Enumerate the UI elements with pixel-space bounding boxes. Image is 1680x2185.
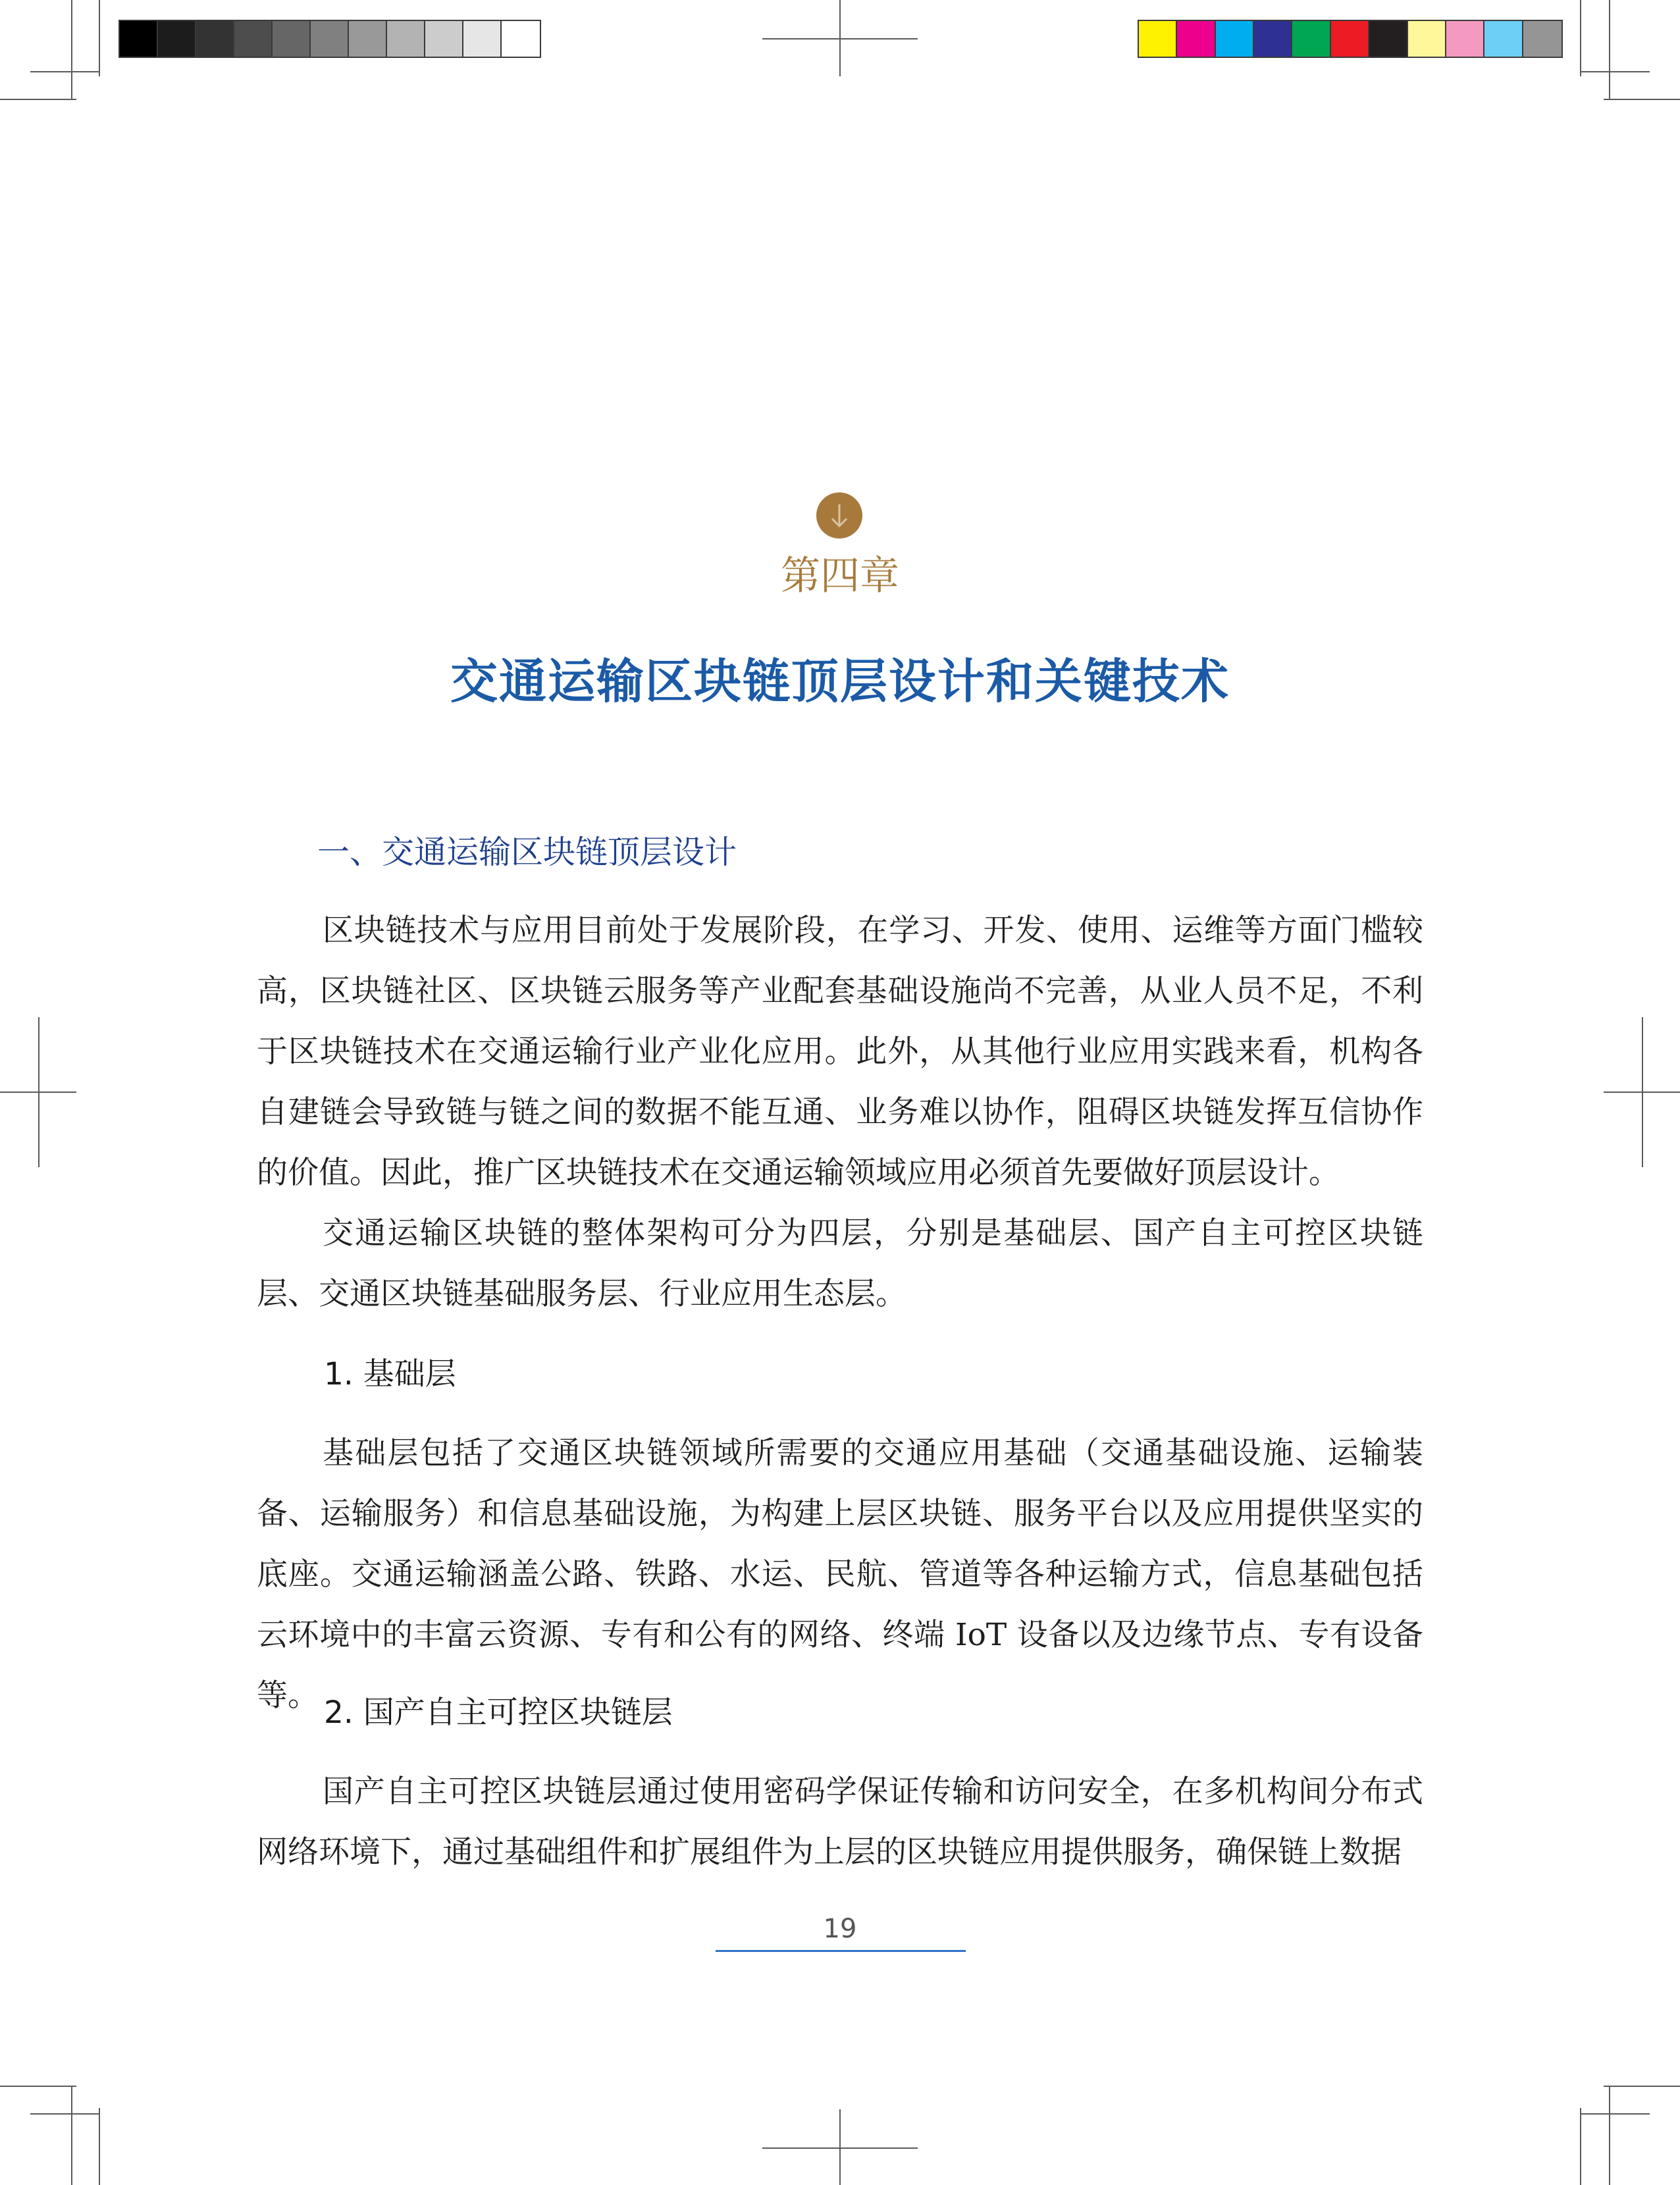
crop-mark	[99, 0, 100, 76]
color-swatch	[1484, 21, 1523, 57]
crop-mark	[0, 2086, 76, 2087]
section-heading: 一、交通运输区块链顶层设计	[317, 833, 737, 871]
color-swatch	[1292, 21, 1330, 57]
color-swatch	[1408, 21, 1446, 57]
chapter-title: 交通运输区块链顶层设计和关键技术	[450, 654, 1230, 709]
color-swatch	[1446, 21, 1484, 57]
page-number: 19	[823, 1914, 857, 1944]
crop-mark	[30, 71, 99, 72]
chapter-number: 第四章	[781, 553, 899, 599]
crop-mark	[30, 2113, 99, 2115]
crop-mark	[1604, 2086, 1680, 2087]
subsection-heading: 2. 国产自主可控区块链层	[324, 1695, 673, 1731]
grayscale-calibration-bar	[118, 20, 541, 58]
color-swatch	[463, 21, 502, 57]
crop-mark	[71, 0, 72, 100]
color-swatch	[1523, 21, 1562, 57]
color-swatch	[349, 21, 387, 57]
color-swatch	[387, 21, 425, 57]
color-swatch	[1254, 21, 1292, 57]
registration-mark	[839, 2109, 841, 2185]
registration-mark	[1642, 1017, 1643, 1167]
page-number-rule	[716, 1950, 966, 1952]
crop-mark	[99, 2108, 100, 2185]
crop-mark	[1604, 99, 1680, 100]
body-paragraph: 国产自主可控区块链层通过使用密码学保证传输和访问安全，在多机构间分布式网络环境下，通过基础组件和扩展组件为上层的区块链应用提供服务，确保链上数据	[257, 1774, 1423, 1870]
crop-mark	[1580, 2108, 1581, 2185]
registration-mark	[38, 1017, 39, 1167]
color-swatch	[1216, 21, 1254, 57]
crop-mark	[71, 2086, 72, 2185]
color-calibration-bar	[1138, 20, 1563, 58]
down-arrow-circle-icon	[816, 492, 862, 539]
crop-mark	[0, 99, 76, 100]
color-swatch	[1369, 21, 1407, 57]
body-paragraph: 基础层包括了交通区块链领域所需要的交通应用基础（交通基础设施、运输装备、运输服务）和信息基础设施，为构建上层区块链、服务平台以及应用提供坚实的底座。交通运输涵盖公路、铁路、水运、民航、管道等各种运输方式，信息基础包括云环境中的丰富云资源、专有和公有的网络、终端 IoT 设备以及边缘节点、专有设备等。	[257, 1435, 1423, 1714]
registration-mark	[839, 0, 841, 76]
color-swatch	[1139, 21, 1177, 57]
crop-mark	[1609, 0, 1610, 100]
color-swatch	[234, 21, 273, 57]
body-paragraph: 交通运输区块链的整体架构可分为四层，分别是基础层、国产自主可控区块链层、交通区块链基础服务层、行业应用生态层。	[257, 1215, 1423, 1312]
color-swatch	[311, 21, 349, 57]
body-paragraph: 区块链技术与应用目前处于发展阶段，在学习、开发、使用、运维等方面门槛较高，区块链社区、区块链云服务等产业配套基础设施尚不完善，从业人员不足，不利于区块链技术在交通运输行业产业化应用。此外，从其他行业应用实践来看，机构各自建链会导致链与链之间的数据不能互通、业务难以协作，阻碍区块链发挥互信协作的价值。因此，推广区块链技术在交通运输领域应用必须首先要做好顶层设计。	[257, 912, 1423, 1191]
color-swatch	[196, 21, 234, 57]
color-swatch	[273, 21, 311, 57]
color-swatch	[502, 21, 540, 57]
crop-mark	[1581, 71, 1650, 72]
color-swatch	[120, 21, 158, 57]
color-swatch	[158, 21, 196, 57]
color-swatch	[1331, 21, 1369, 57]
color-swatch	[1177, 21, 1215, 57]
crop-mark	[1609, 2086, 1610, 2185]
crop-mark	[1581, 2113, 1650, 2115]
crop-mark	[1580, 0, 1581, 76]
color-swatch	[425, 21, 463, 57]
subsection-heading: 1. 基础层	[324, 1356, 456, 1392]
